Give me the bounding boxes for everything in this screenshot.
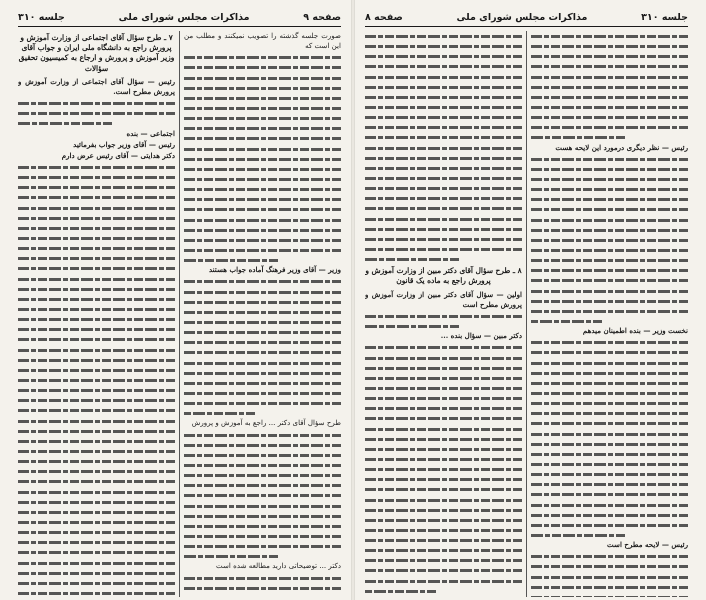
- body-text: [531, 337, 688, 540]
- body-text: [531, 31, 688, 143]
- body-text: [365, 311, 522, 331]
- session-label: جلسه ۳۱۰: [18, 11, 65, 23]
- page-header: [18, 10, 341, 27]
- page-header: [365, 10, 688, 27]
- paragraph: نخست وزیر — بنده اطمینان میدهم: [582, 326, 688, 336]
- column-divider: [179, 31, 180, 597]
- paragraph: وزیر — آقای وزیر فرهنگ آماده جواب هستند: [208, 265, 341, 275]
- publication-title: مذاکرات مجلس شورای ملی: [456, 11, 588, 23]
- page-label: صفحه ۹: [303, 11, 341, 23]
- paragraph: دکتر هدایتی — آقای رئیس عرض دارم: [61, 150, 175, 160]
- column-divider: [526, 31, 527, 597]
- body-text: [184, 52, 341, 265]
- publication-title: مذاکرات مجلس شورای ملی: [118, 11, 250, 23]
- paragraph: دکتر مبین — سؤال بنده ...: [440, 331, 522, 341]
- body-text: [18, 162, 175, 597]
- paragraph: اولین — سؤال آقای دکتر مبین از وزارت آموزش و پرورش مطرح است: [365, 289, 522, 309]
- body-text: [184, 430, 341, 562]
- body-text: [365, 31, 522, 264]
- paragraph: رئیس — آقای وزیر جواب بفرمائید: [73, 139, 175, 149]
- text-column: [531, 31, 688, 597]
- paragraph: اجتماعی — بنده: [126, 128, 175, 138]
- text-column: [184, 31, 341, 597]
- section-heading: ۸ ـ طرح سؤال آقای دکتر مبین از وزارت آموزش و پرورش راجع به ماده یک قانون: [365, 266, 522, 286]
- text-column: [365, 31, 522, 597]
- body-text: [365, 342, 522, 596]
- body-text: [531, 154, 688, 326]
- paragraph: رئیس — سؤال آقای اجتماعی از وزارت آموزش و پرورش مطرح است.: [18, 76, 175, 96]
- paragraph: رئیس — لایحه مطرح است: [607, 540, 688, 550]
- paragraph: صورت جلسه گذشته را تصویب نمیکنند و مطلب من این است که: [184, 31, 341, 51]
- text-column: [18, 31, 175, 597]
- page-label: صفحه ۸: [365, 11, 403, 23]
- paragraph: رئیس — نظر دیگری درمورد این لایحه هست: [555, 142, 688, 152]
- body-text: [18, 98, 175, 128]
- body-text: [184, 573, 341, 597]
- session-label: جلسه ۳۱۰: [641, 11, 688, 23]
- section-heading: ۷ ـ طرح سؤال آقای اجتماعی از وزارت آموزش و پرورش راجع به دانشگاه ملی ایران و جواب آقای وزیر آموزش و پرورش و ارجاع به کمیسیون تحقیق سؤالات: [18, 33, 175, 73]
- page-right: [353, 0, 706, 600]
- paragraph: طرح سؤال آقای دکتر ... راجع به آموزش و پرورش: [191, 418, 341, 428]
- paragraph: دکتر ... توضیحاتی دارید مطالعه شده است: [216, 561, 341, 571]
- body-text: [184, 276, 341, 418]
- body-text: [531, 551, 688, 597]
